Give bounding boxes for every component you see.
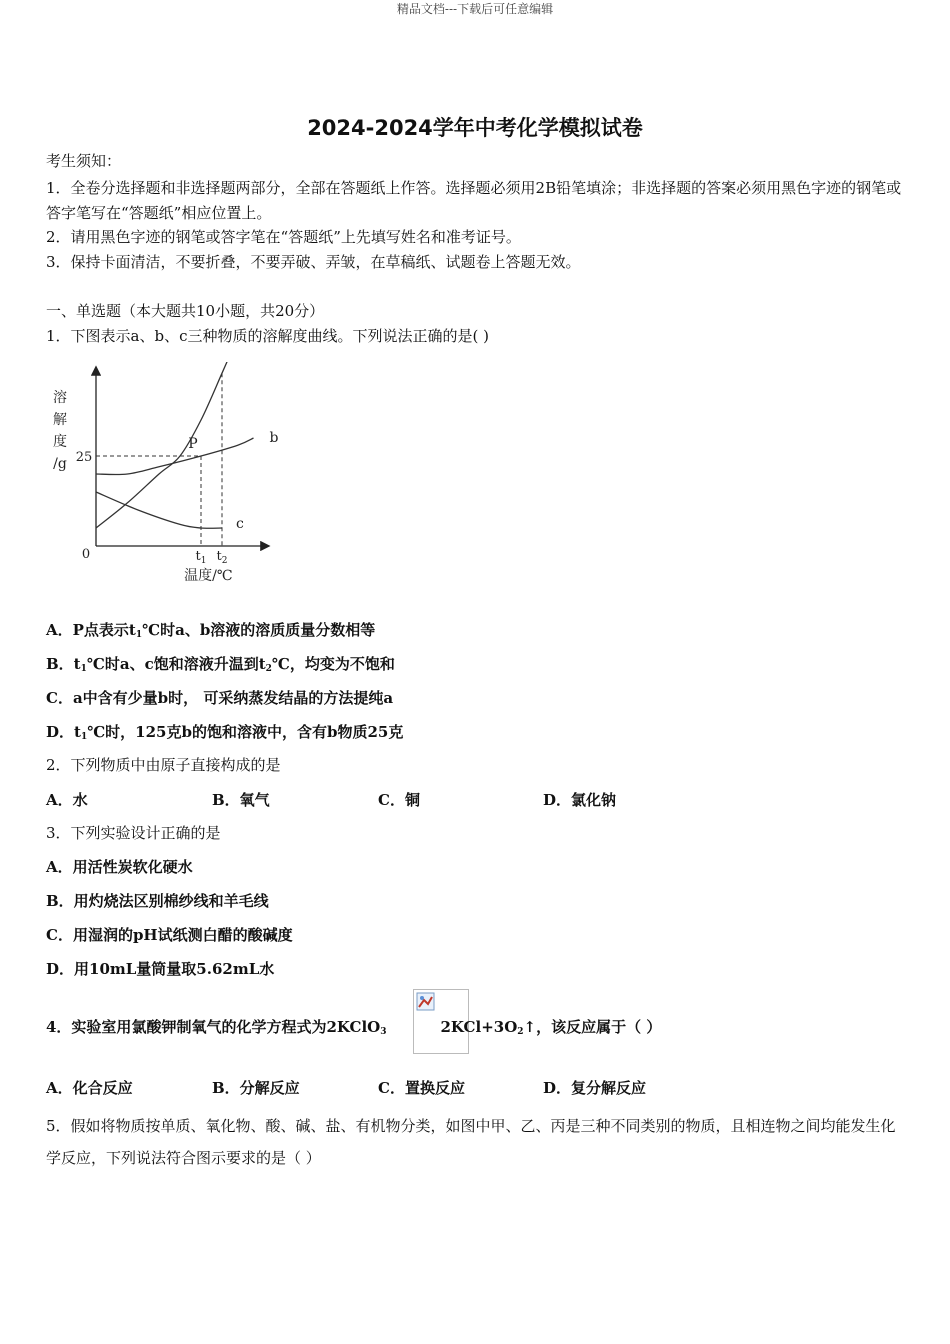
series-b-label: b	[269, 430, 279, 446]
q3-option-c[interactable]: C．用湿润的pH试纸测白醋的酸碱度	[46, 926, 293, 944]
series-c-label: c	[236, 516, 244, 532]
notice-item-1: 1．全卷分选择题和非选择题两部分，全部在答题纸上作答。选择题必须用2B铅笔填涂；非选择题的答案必须用黑色字迹的钢笔或答字笔写在“答题纸”相应位置上。	[46, 179, 902, 222]
origin-label: 0	[81, 547, 91, 562]
q4-option-c[interactable]: C．置换反应	[378, 1079, 465, 1097]
q1-option-d[interactable]: D．$t_1℃$时，125克b的饱和溶液中，含有b物质25克	[46, 723, 404, 742]
q2-stem: 2．下列物质中由原子直接构成的是	[46, 756, 281, 774]
q3-option-b[interactable]: B．用灼烧法区别棉纱线和羊毛线	[46, 892, 269, 910]
y-axis-label-part: 解	[53, 412, 67, 428]
page-header: 精品文档---下载后可任意编辑	[396, 2, 554, 16]
curves	[96, 362, 254, 528]
notice-item-2: 2．请用黑色字迹的钢笔或答字笔在“答题纸”上先填写姓名和准考证号。	[46, 228, 521, 246]
q2-option-a[interactable]: A．水	[46, 791, 88, 809]
q1-option-a[interactable]: A．P点表示$t_1℃$时a、b溶液的溶质质量分数相等	[46, 621, 376, 640]
page-title: 2024-2024学年中考化学模拟试卷	[307, 116, 643, 140]
q4-stem: 4．实验室用氯酸钾制氧气的化学方程式为2KClO$_3$ $2KCl+3O_2↑$，该反应属于（ ）	[46, 1018, 662, 1037]
y-tick-25: 25	[75, 450, 93, 465]
notice-item-3: 3．保持卡面清洁，不要折叠，不要弄破、弄皱，在草稿纸、试题卷上答题无效。	[46, 253, 581, 271]
solubility-chart	[46, 362, 286, 592]
x-tick-t1: $t_1$	[195, 549, 207, 566]
q3-stem: 3．下列实验设计正确的是	[46, 824, 221, 842]
y-axis-label-part: /g	[53, 456, 67, 472]
series-a-curve	[96, 362, 238, 528]
series-c-curve	[96, 492, 222, 528]
q2-option-d[interactable]: D．氯化钠	[543, 791, 617, 809]
q1-option-b[interactable]: B．$t_1℃$时a、c饱和溶液升温到$t_2℃$，均变为不饱和	[46, 655, 395, 674]
notice-heading: 考生须知：	[46, 152, 122, 170]
x-axis-label: 温度/℃	[184, 568, 233, 584]
guide-lines	[96, 373, 222, 546]
x-tick-t2: $t_2$	[216, 549, 228, 566]
q3-option-a[interactable]: A．用活性炭软化硬水	[46, 858, 193, 876]
q1-option-c[interactable]: C．a中含有少量b时， 可采纳蒸发结晶的方法提纯a	[46, 689, 394, 707]
q4-option-b[interactable]: B．分解反应	[212, 1079, 300, 1097]
q1-stem	[46, 326, 489, 346]
q2-option-c[interactable]: C．铜	[378, 791, 420, 809]
q2-option-b[interactable]: B．氧气	[212, 791, 270, 809]
q4-option-d[interactable]: D．复分解反应	[543, 1079, 647, 1097]
q5-stem: 5．假如将物质按单质、氧化物、酸、碱、盐、有机物分类，如图中甲、乙、丙是三种不同类别的物质，且相连物之间均能发生化学反应，下列说法符合图示要求的是（ ）	[46, 1117, 896, 1167]
q1-stem-text: 1．下图表示a、b、c三种物质的溶解度曲线。下列说法正确的是( )	[46, 327, 489, 345]
point-p-label: P	[188, 436, 198, 452]
y-axis-label-part: 度	[53, 434, 67, 450]
y-axis-label-part: 溶	[53, 390, 67, 406]
q4-option-a[interactable]: A．化合反应	[46, 1079, 133, 1097]
q3-option-d[interactable]: D．用10mL量筒量取5.62mL水	[46, 960, 275, 978]
section-heading: 一、单选题（本大题共10小题，共20分）	[46, 302, 325, 320]
broken-image-icon	[416, 992, 436, 1012]
chart-labels	[53, 362, 279, 584]
